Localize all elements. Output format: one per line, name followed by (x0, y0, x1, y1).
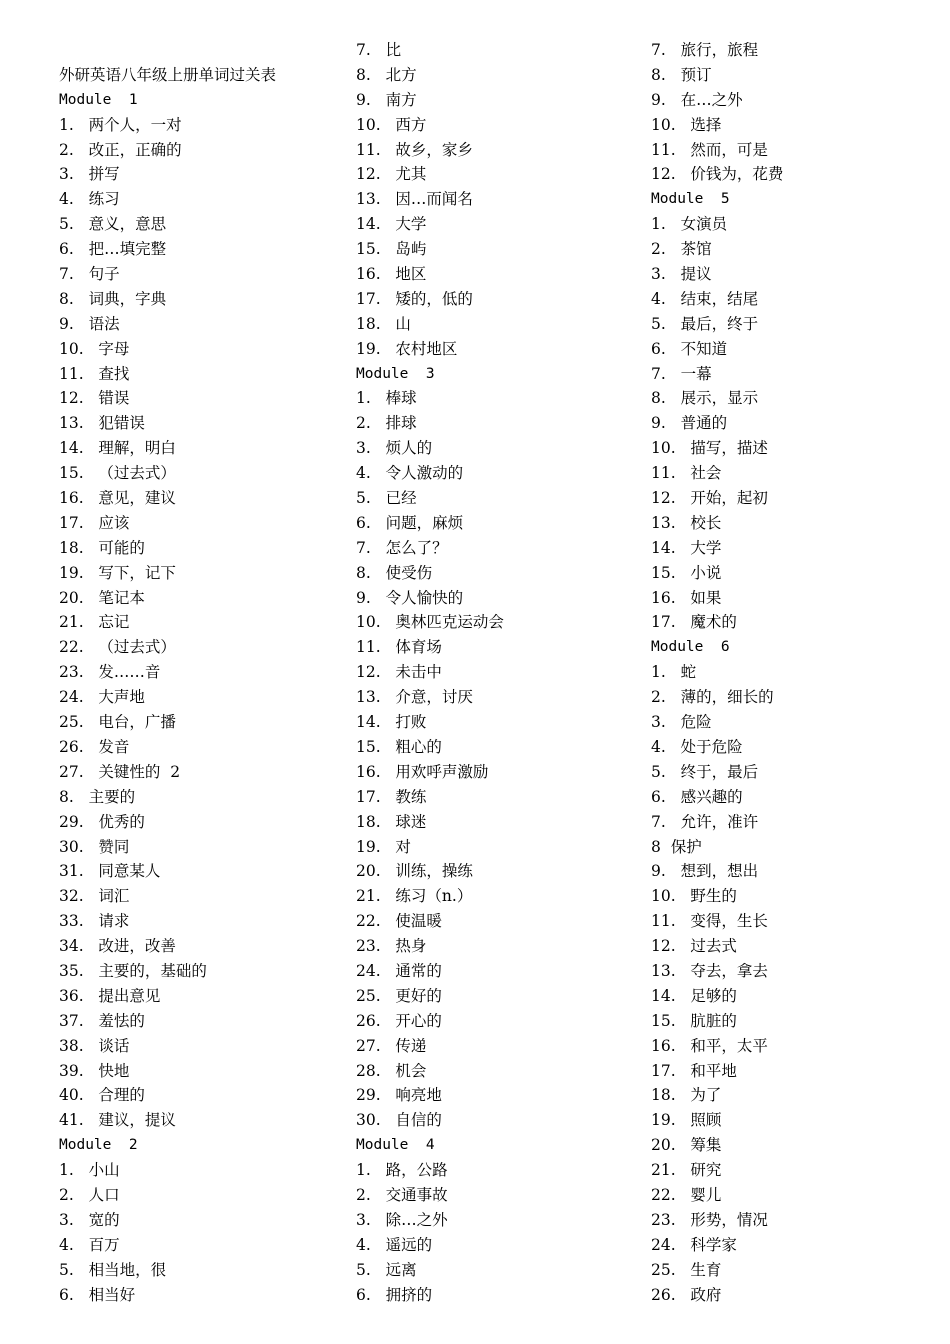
vocab-item: 2. 人口 (59, 1185, 120, 1204)
vocab-item: 16. 如果 (651, 588, 722, 607)
vocab-item: 6. 相当好 (59, 1285, 136, 1304)
vocab-item: 5. 终于，最后 (651, 762, 759, 781)
vocab-item: 3. 提议 (651, 265, 712, 284)
vocab-item: 9. 想到，想出 (651, 862, 759, 881)
vocab-item: 10. 字母 (59, 339, 130, 358)
vocab-item: 19. 写下，记下 (59, 563, 176, 582)
vocab-item: 4. 令人激动的 (356, 464, 464, 483)
column-1 (59, 38, 349, 1307)
document-title: 外研英语八年级上册单词过关表 (59, 65, 277, 84)
vocab-item: 13. 夺去，拿去 (651, 961, 768, 980)
vocab-item: 16. 用欢呼声激励 (356, 762, 489, 781)
vocab-item: 12. 价钱为，花费 (651, 165, 784, 184)
vocab-item: 12. 未击中 (356, 663, 442, 682)
vocab-item: 22. 使温暖 (356, 912, 442, 931)
vocab-item: 5. 远离 (356, 1260, 417, 1279)
vocab-item: 19. 照顾 (651, 1111, 722, 1130)
vocab-item: 8. 展示，显示 (651, 389, 759, 408)
vocab-item: 3. 宽的 (59, 1210, 120, 1229)
vocab-item: 8. 词典，字典 (59, 289, 167, 308)
vocab-item: 10. 西方 (356, 115, 427, 134)
vocab-item: 7. 怎么了？ (356, 538, 448, 557)
vocab-item: 10. 野生的 (651, 887, 737, 906)
vocab-item: 14. 理解，明白 (59, 439, 176, 458)
vocab-item: 7. 比 (356, 41, 402, 59)
vocab-item: 14. 足够的 (651, 986, 737, 1005)
vocab-item: 3. 烦人的 (356, 439, 433, 458)
vocab-item: 29. 优秀的 (59, 812, 145, 831)
vocab-item: 19. 农村地区 (356, 339, 458, 358)
vocab-item: 4. 处于危险 (651, 737, 743, 756)
vocab-item: 1. 路，公路 (356, 1161, 448, 1180)
vocab-item: 6. 感兴趣的 (651, 787, 743, 806)
vocab-item: 2. 薄的，细长的 (651, 688, 774, 707)
vocab-item: 16. 意见，建议 (59, 489, 176, 508)
vocab-item: 11. 社会 (651, 464, 722, 483)
vocab-item: 6. 问题，麻烦 (356, 513, 464, 532)
vocab-item: 7. 旅行，旅程 (651, 41, 759, 59)
vocab-item: 16. 和平，太平 (651, 1036, 768, 1055)
vocab-item: 9. 令人愉快的 (356, 588, 464, 607)
vocab-item: 25. 更好的 (356, 986, 442, 1005)
vocab-item: 19. 对 (356, 837, 411, 856)
vocab-item: 30. 赞同 (59, 837, 130, 856)
vocab-item: 4. 练习 (59, 190, 120, 209)
vocab-item: 25. 电台，广播 (59, 713, 176, 732)
vocab-item: 21. 忘记 (59, 613, 130, 632)
vocab-item: 11. 变得，生长 (651, 912, 768, 931)
vocab-item: 5. 意义，意思 (59, 215, 167, 234)
vocab-item (59, 38, 349, 63)
column-3 (651, 38, 941, 1307)
vocab-item: 12. 错误 (59, 389, 130, 408)
vocab-item: 8. 预订 (651, 65, 712, 84)
vocab-item: 9. 语法 (59, 314, 120, 333)
vocab-item: 5. 最后，终于 (651, 314, 759, 333)
vocab-item: 34. 改进，改善 (59, 937, 176, 956)
module-heading: Module 4 (356, 1137, 435, 1154)
vocab-item: 33. 请求 (59, 912, 130, 931)
vocab-item: 26. 发音 (59, 737, 130, 756)
vocab-item: 18. 可能的 (59, 538, 145, 557)
vocab-item: 1. 小山 (59, 1161, 120, 1180)
module-heading: Module 2 (59, 1137, 138, 1154)
vocab-item: 11. 查找 (59, 364, 130, 383)
vocab-item: 20. 训练，操练 (356, 862, 473, 881)
vocab-item: 41. 建议，提议 (59, 1111, 176, 1130)
vocab-item: 4. 百万 (59, 1235, 120, 1254)
vocab-item: 14. 大学 (651, 538, 722, 557)
vocab-item: 2. 排球 (356, 414, 417, 433)
vocab-item: 1. 两个人，一对 (59, 115, 182, 134)
vocab-item: 4. 结束，结尾 (651, 289, 759, 308)
vocab-item: 23. 热身 (356, 937, 427, 956)
vocab-item: 17. 教练 (356, 787, 427, 806)
module-heading: Module 5 (651, 191, 730, 208)
vocab-item: 30. 自信的 (356, 1111, 442, 1130)
vocab-item: 18. 为了 (651, 1086, 722, 1105)
column-2 (356, 38, 646, 1307)
vocab-item: 22. 婴儿 (651, 1185, 722, 1204)
vocab-item: 21. 研究 (651, 1161, 722, 1180)
vocab-item: 4. 遥远的 (356, 1235, 433, 1254)
vocab-item: 11. 体育场 (356, 638, 442, 657)
vocab-item: 9. 在…之外 (651, 90, 743, 109)
vocab-item: 3. 危险 (651, 713, 712, 732)
vocab-item: 7. 句子 (59, 265, 120, 284)
vocab-item: 10. 奥林匹克运动会 (356, 613, 504, 632)
vocab-item: 12. 开始，起初 (651, 489, 768, 508)
vocab-item: 3. 拼写 (59, 165, 120, 184)
vocab-item: 15. 肮脏的 (651, 1011, 737, 1030)
vocab-item: 14. 打败 (356, 713, 427, 732)
vocab-item: 24. 通常的 (356, 961, 442, 980)
module-heading: Module 6 (651, 639, 730, 656)
vocab-item: 7. 一幕 (651, 364, 712, 383)
vocab-item: 5. 相当地，很 (59, 1260, 167, 1279)
vocab-item: 17. 魔术的 (651, 613, 737, 632)
vocab-item: 8. 北方 (356, 65, 417, 84)
vocab-item: 15. （过去式） (59, 464, 176, 483)
vocab-item: 26. 开心的 (356, 1011, 442, 1030)
vocab-item: 6. 不知道 (651, 339, 728, 358)
vocab-item: 15. 小说 (651, 563, 722, 582)
vocab-item: 3. 除…之外 (356, 1210, 448, 1229)
vocab-item: 11. 故乡，家乡 (356, 140, 473, 159)
vocab-item: 17. 矮的，低的 (356, 289, 473, 308)
vocab-item: 17. 和平地 (651, 1061, 737, 1080)
module-heading: Module 1 (59, 91, 138, 108)
vocab-item: 31. 同意某人 (59, 862, 161, 881)
vocab-item: 6. 把…填完整 (59, 240, 167, 259)
vocab-item: 21. 练习（n.） (356, 887, 473, 906)
vocab-item: 8. 使受伤 (356, 563, 433, 582)
vocab-item: 38. 谈话 (59, 1036, 130, 1055)
vocab-item: 23. 发……音 (59, 663, 161, 682)
vocab-item: 10. 描写，描述 (651, 439, 768, 458)
vocab-item: 26. 政府 (651, 1285, 722, 1304)
vocab-item: 2. 茶馆 (651, 240, 712, 259)
vocab-item: 18. 球迷 (356, 812, 427, 831)
vocab-item: 25. 生育 (651, 1260, 722, 1279)
vocab-item: 1. 蛇 (651, 663, 697, 682)
vocab-item: 13. 介意，讨厌 (356, 688, 473, 707)
vocab-item: 12. 尤其 (356, 165, 427, 184)
vocab-item: 12. 过去式 (651, 937, 737, 956)
vocab-item: 32. 词汇 (59, 887, 130, 906)
vocab-item: 16. 地区 (356, 265, 427, 284)
vocab-item: 5. 已经 (356, 489, 417, 508)
vocab-item: 2. 交通事故 (356, 1185, 448, 1204)
vocab-item: 6. 拥挤的 (356, 1285, 433, 1304)
vocab-item: 1. 棒球 (356, 389, 417, 408)
vocab-item: 13. 犯错误 (59, 414, 145, 433)
vocab-item: 27. 传递 (356, 1036, 427, 1055)
vocab-item: 8 保护 (651, 837, 702, 856)
vocab-item: 29. 响亮地 (356, 1086, 442, 1105)
vocab-item: 22. （过去式） (59, 638, 176, 657)
vocab-item: 1. 女演员 (651, 215, 728, 234)
vocab-item: 15. 岛屿 (356, 240, 427, 259)
vocab-item: 23. 形势，情况 (651, 1210, 768, 1229)
vocab-item: 10. 选择 (651, 115, 722, 134)
vocab-item: 15. 粗心的 (356, 737, 442, 756)
vocab-item: 11. 然而，可是 (651, 140, 768, 159)
vocab-item: 24. 大声地 (59, 688, 145, 707)
vocab-item: 13. 校长 (651, 513, 722, 532)
vocab-item: 35. 主要的，基础的 (59, 961, 207, 980)
vocab-item: 20. 笔记本 (59, 588, 145, 607)
vocab-item: 39. 快地 (59, 1061, 130, 1080)
vocab-item: 7. 允许，准许 (651, 812, 759, 831)
vocab-item: 20. 筹集 (651, 1136, 722, 1155)
vocab-item: 40. 合理的 (59, 1086, 145, 1105)
vocab-item: 37. 羞怯的 (59, 1011, 145, 1030)
vocab-item: 28. 机会 (356, 1061, 427, 1080)
vocab-item: 13. 因…而闻名 (356, 190, 473, 209)
vocab-item: 18. 山 (356, 314, 411, 333)
vocab-item: 9. 普通的 (651, 414, 728, 433)
vocab-item: 24. 科学家 (651, 1235, 737, 1254)
vocab-item: 17. 应该 (59, 513, 130, 532)
vocab-item: 14. 大学 (356, 215, 427, 234)
vocab-item: 9. 南方 (356, 90, 417, 109)
vocab-item: 27. 关键性的 2 (59, 762, 181, 781)
vocab-item: 8. 主要的 (59, 787, 136, 806)
vocab-item: 2. 改正，正确的 (59, 140, 182, 159)
vocab-item: 36. 提出意见 (59, 986, 161, 1005)
module-heading: Module 3 (356, 365, 435, 382)
